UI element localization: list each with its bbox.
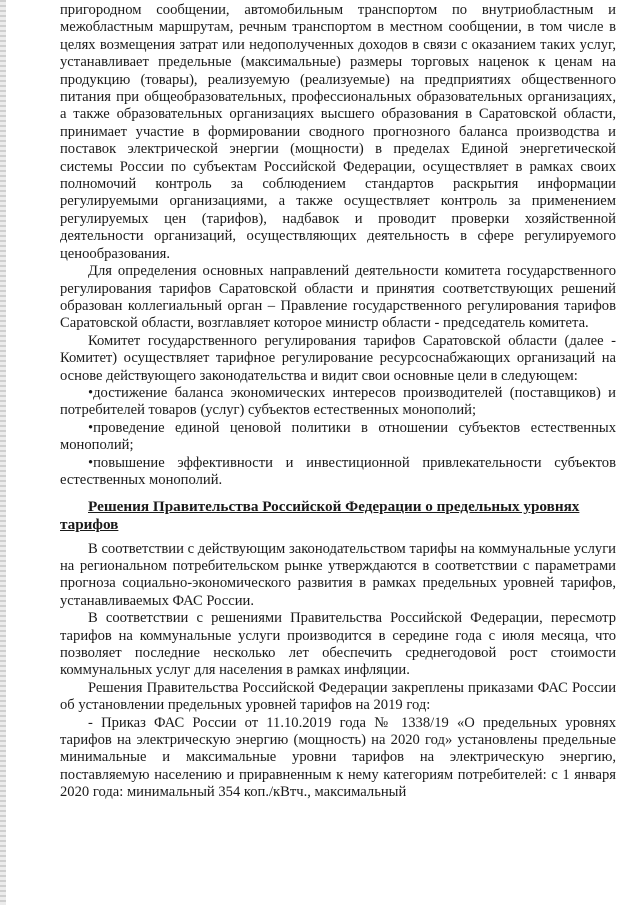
document-page: [60, 0, 616, 802]
bullet-item-1: •достижение баланса экономических интересов производителей (поставщиков) и потребителей товаров (услуг) субъектов естественных монополий;: [60, 384, 616, 419]
paragraph-5: В соответствии с решениями Правительства Российской Федерации, пересмотр тарифов на коммунальные услуги производится в середине года с июля месяца, что позволяет последние несколько лет обеспечить среднегодовой рост стоимости коммунальных услуг для населения в рамках инфляции.: [60, 610, 616, 679]
paragraph-4: В соответствии с действующим законодательством тарифы на коммунальные услуги на региональном потребительском рынке утверждаются в соответствии с параметрами прогноза социально-экономического развития в рамках предельных уровней тарифов, устанавливаемых ФАС России.: [60, 540, 616, 609]
paragraph-3: Комитет государственного регулирования тарифов Саратовской области (далее - Комитет) осуществляет тарифное регулирование ресурсоснабжающих организаций на основе действующего законодательства и видит свои основные цели в следующем:: [60, 332, 616, 384]
section-heading: Решения Правительства Российской Федерации о предельных уровнях тарифов: [60, 498, 580, 533]
scan-edge: [0, 0, 6, 905]
paragraph-6: Решения Правительства Российской Федерации закреплены приказами ФАС России об установлении предельных уровней тарифов на 2019 год:: [60, 679, 616, 714]
paragraph-7: - Приказ ФАС России от 11.10.2019 года № 1338/19 «О предельных уровнях тарифов на электрическую энергию (мощность) на 2020 год» установлены предельные минимальные и максимальные уровни тарифов на электрическую энергию, поставляемую населению и приравненным к нему категориям потребителей: с 1 января 2020 года: минимальный 354 коп./кВтч., максимальный: [60, 714, 616, 801]
paragraph-2: Для определения основных направлений деятельности комитета государственного регулирования тарифов Саратовской области и принятия соответствующих решений образован коллегиальный орган – Правление государственного регулирования тарифов Саратовской области, возглавляет которое министр области - председатель комитета.: [60, 263, 616, 332]
bullet-item-2: •проведение единой ценовой политики в отношении субъектов естественных монополий;: [60, 419, 616, 454]
bullet-item-3: •повышение эффективности и инвестиционной привлекательности субъектов естественных монополий.: [60, 454, 616, 488]
paragraph-1: пригородном сообщении, автомобильным транспортом по внутриобластным и межобластным маршрутам, речным транспортом в местном сообщении, в том числе в целях возмещения затрат или недополученных доходов в связи с оказанием таких услуг, устанавливает предельные (максимальные) размеры торговых наценок к ценам на продукцию (товары), реализуемую (реализуемые) на предприятиях общественного питания при общеобразовательных, профессиональных образовательных организациях, а также образовательных организациях высшего образования в Саратовской области, принимает участие в формировании сводного прогнозного баланса производства и поставок электрической энергии (мощности) в пределах Единой энергетической системы России по субъектам Российской Федерации, осуществляет в рамках своих полномочий контроль за соблюдением стандартов раскрытия информации регулируемыми организациями, а также осуществляет контроль за применением регулируемых цен (тарифов), надбавок и проводит проверки хозяйственной деятельности организаций, осуществляющих деятельность в сфере регулируемого ценообразования.: [60, 2, 616, 262]
